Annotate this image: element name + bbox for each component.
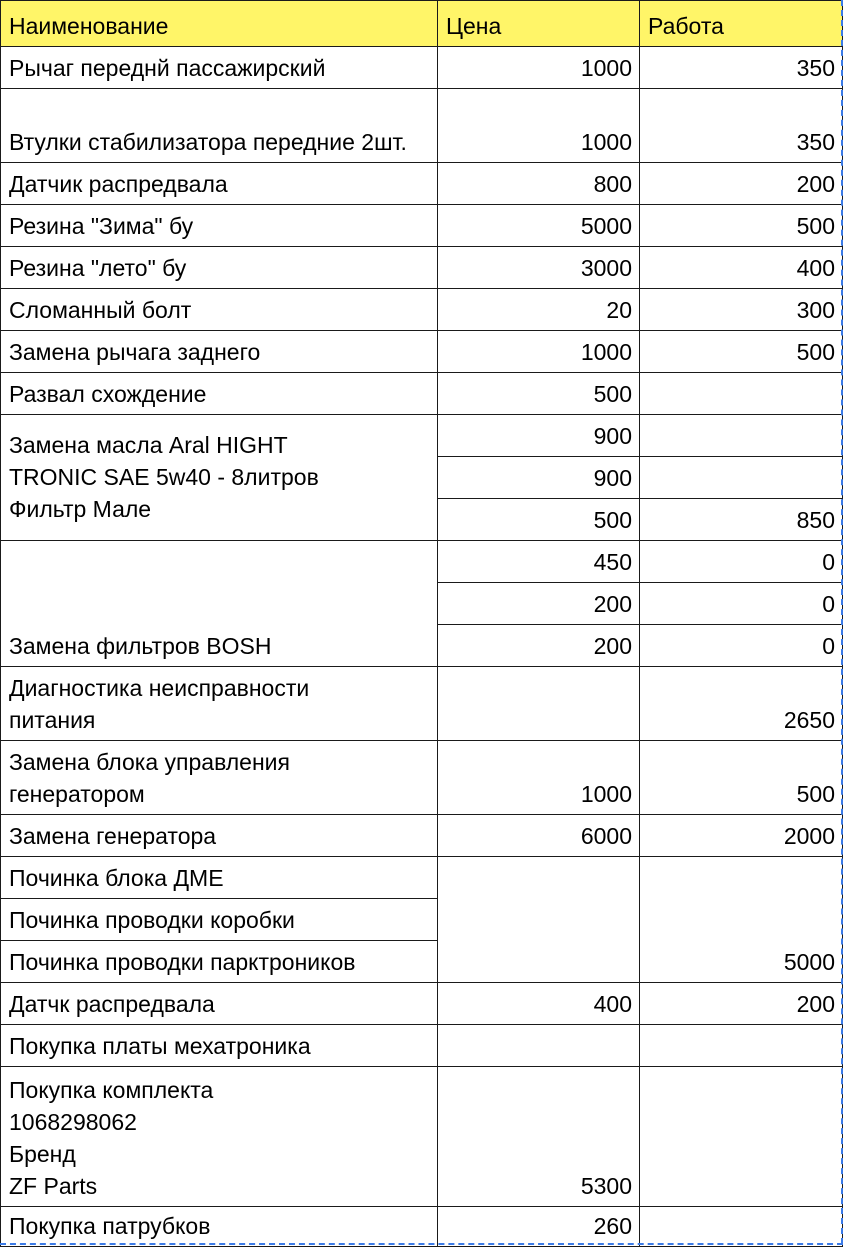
cell-name-line: TRONIC SAE 5w40 - 8литров	[9, 463, 319, 490]
table-row	[1, 857, 843, 899]
table-row	[1, 373, 843, 415]
table-row	[1, 415, 843, 457]
cell-name-line: питания	[9, 707, 96, 733]
cell-price[interactable]: 5000	[438, 205, 640, 247]
cell-price[interactable]: 260	[438, 1207, 640, 1247]
cell-work[interactable]: 200	[640, 163, 843, 205]
cell-work[interactable]: 500	[640, 205, 843, 247]
cell-name-line: Покупка комплекта	[9, 1077, 214, 1103]
cell-price[interactable]: 500	[438, 499, 640, 541]
header-cell-price[interactable]: Цена	[438, 1, 640, 47]
table-row	[1, 247, 843, 289]
cell-name[interactable]: Рычаг переднй пассажирский	[1, 47, 438, 89]
cell-work[interactable]: 0	[640, 541, 843, 583]
cell-name[interactable]: Покупка платы мехатроника	[1, 1025, 438, 1067]
cell-name[interactable]: Резина "лето" бу	[1, 247, 438, 289]
table-row	[1, 741, 843, 815]
cell-name-line: Бренд	[9, 1141, 76, 1167]
cell-price[interactable]	[438, 1025, 640, 1067]
cell-price[interactable]: 5300	[438, 1067, 640, 1207]
selection-border-right	[841, 0, 843, 1244]
cell-work[interactable]: 850	[640, 499, 843, 541]
cell-name[interactable]: Замена рычага заднего	[1, 331, 438, 373]
cell-work[interactable]	[640, 457, 843, 499]
cell-name-merged[interactable]: Замена фильтров BOSH	[1, 541, 438, 667]
header-row	[1, 1, 843, 47]
cell-price[interactable]: 3000	[438, 247, 640, 289]
cell-price[interactable]: 200	[438, 625, 640, 667]
cell-price[interactable]: 450	[438, 541, 640, 583]
table-row	[1, 47, 843, 89]
cell-work[interactable]: 500	[640, 741, 843, 815]
cell-name-line: Фильтр Мале	[9, 495, 152, 522]
cell-name[interactable]	[1, 741, 438, 815]
table-row	[1, 1025, 843, 1067]
selection-border-bottom	[0, 1243, 843, 1245]
cell-price[interactable]: 1000	[438, 47, 640, 89]
cell-name[interactable]: Датчк распредвала	[1, 983, 438, 1025]
cell-name-line: Замена масла Aral HIGHT	[9, 431, 288, 458]
table-row	[1, 815, 843, 857]
cell-work[interactable]: 2000	[640, 815, 843, 857]
cell-name-line: ZF Parts	[9, 1173, 98, 1199]
cell-work[interactable]: 350	[640, 47, 843, 89]
header-cell-work[interactable]: Работа	[640, 1, 843, 47]
cell-price[interactable]: 1000	[438, 89, 640, 163]
header-cell-name[interactable]: Наименование	[1, 1, 438, 47]
cell-price[interactable]: 200	[438, 583, 640, 625]
cell-price-merged[interactable]	[438, 857, 640, 983]
cell-price[interactable]: 20	[438, 289, 640, 331]
cell-work[interactable]: 0	[640, 583, 843, 625]
cell-name[interactable]: Резина "Зима" бу	[1, 205, 438, 247]
cell-name[interactable]: Датчик распредвала	[1, 163, 438, 205]
cell-price[interactable]	[438, 667, 640, 741]
table-row	[1, 541, 843, 583]
table-row	[1, 667, 843, 741]
table-row	[1, 205, 843, 247]
cell-price[interactable]: 6000	[438, 815, 640, 857]
cell-name[interactable]	[1, 667, 438, 741]
cell-name-line: Замена блока управления	[9, 749, 290, 775]
cell-name[interactable]: Сломанный болт	[1, 289, 438, 331]
cell-name-merged[interactable]	[1, 415, 438, 541]
cell-work-merged[interactable]: 5000	[640, 857, 843, 983]
table-row	[1, 1067, 843, 1207]
cell-name-line: 1068298062	[9, 1109, 137, 1135]
cell-name[interactable]: Втулки стабилизатора передние 2шт.	[1, 89, 438, 163]
cell-work[interactable]	[640, 1025, 843, 1067]
cell-price[interactable]: 400	[438, 983, 640, 1025]
cell-name-line: генератором	[9, 781, 145, 807]
table-row	[1, 89, 843, 163]
cell-work[interactable]: 2650	[640, 667, 843, 741]
table-row	[1, 289, 843, 331]
cell-name[interactable]	[1, 1067, 438, 1207]
table-row	[1, 163, 843, 205]
cell-name[interactable]: Починка проводки коробки	[1, 899, 438, 941]
cell-name[interactable]: Замена генератора	[1, 815, 438, 857]
cell-price[interactable]: 900	[438, 415, 640, 457]
cell-price[interactable]: 800	[438, 163, 640, 205]
cell-price[interactable]: 500	[438, 373, 640, 415]
cell-work[interactable]: 200	[640, 983, 843, 1025]
cell-work[interactable]	[640, 1067, 843, 1207]
cell-name[interactable]: Развал схождение	[1, 373, 438, 415]
cell-work[interactable]	[640, 1207, 843, 1247]
cell-work[interactable]: 0	[640, 625, 843, 667]
cell-name[interactable]: Починка блока ДМЕ	[1, 857, 438, 899]
table-row	[1, 331, 843, 373]
cell-work[interactable]	[640, 373, 843, 415]
cell-work[interactable]: 350	[640, 89, 843, 163]
cell-name-line: Диагностика неисправности	[9, 675, 310, 701]
cell-name[interactable]: Покупка патрубков	[1, 1207, 438, 1247]
table-row	[1, 1207, 843, 1247]
cell-work[interactable]	[640, 415, 843, 457]
cell-name[interactable]: Починка проводки парктроников	[1, 941, 438, 983]
table-row	[1, 983, 843, 1025]
cell-work[interactable]: 500	[640, 331, 843, 373]
cell-work[interactable]: 300	[640, 289, 843, 331]
cell-price[interactable]: 900	[438, 457, 640, 499]
cell-work[interactable]: 400	[640, 247, 843, 289]
cell-price[interactable]: 1000	[438, 741, 640, 815]
cell-price[interactable]: 1000	[438, 331, 640, 373]
